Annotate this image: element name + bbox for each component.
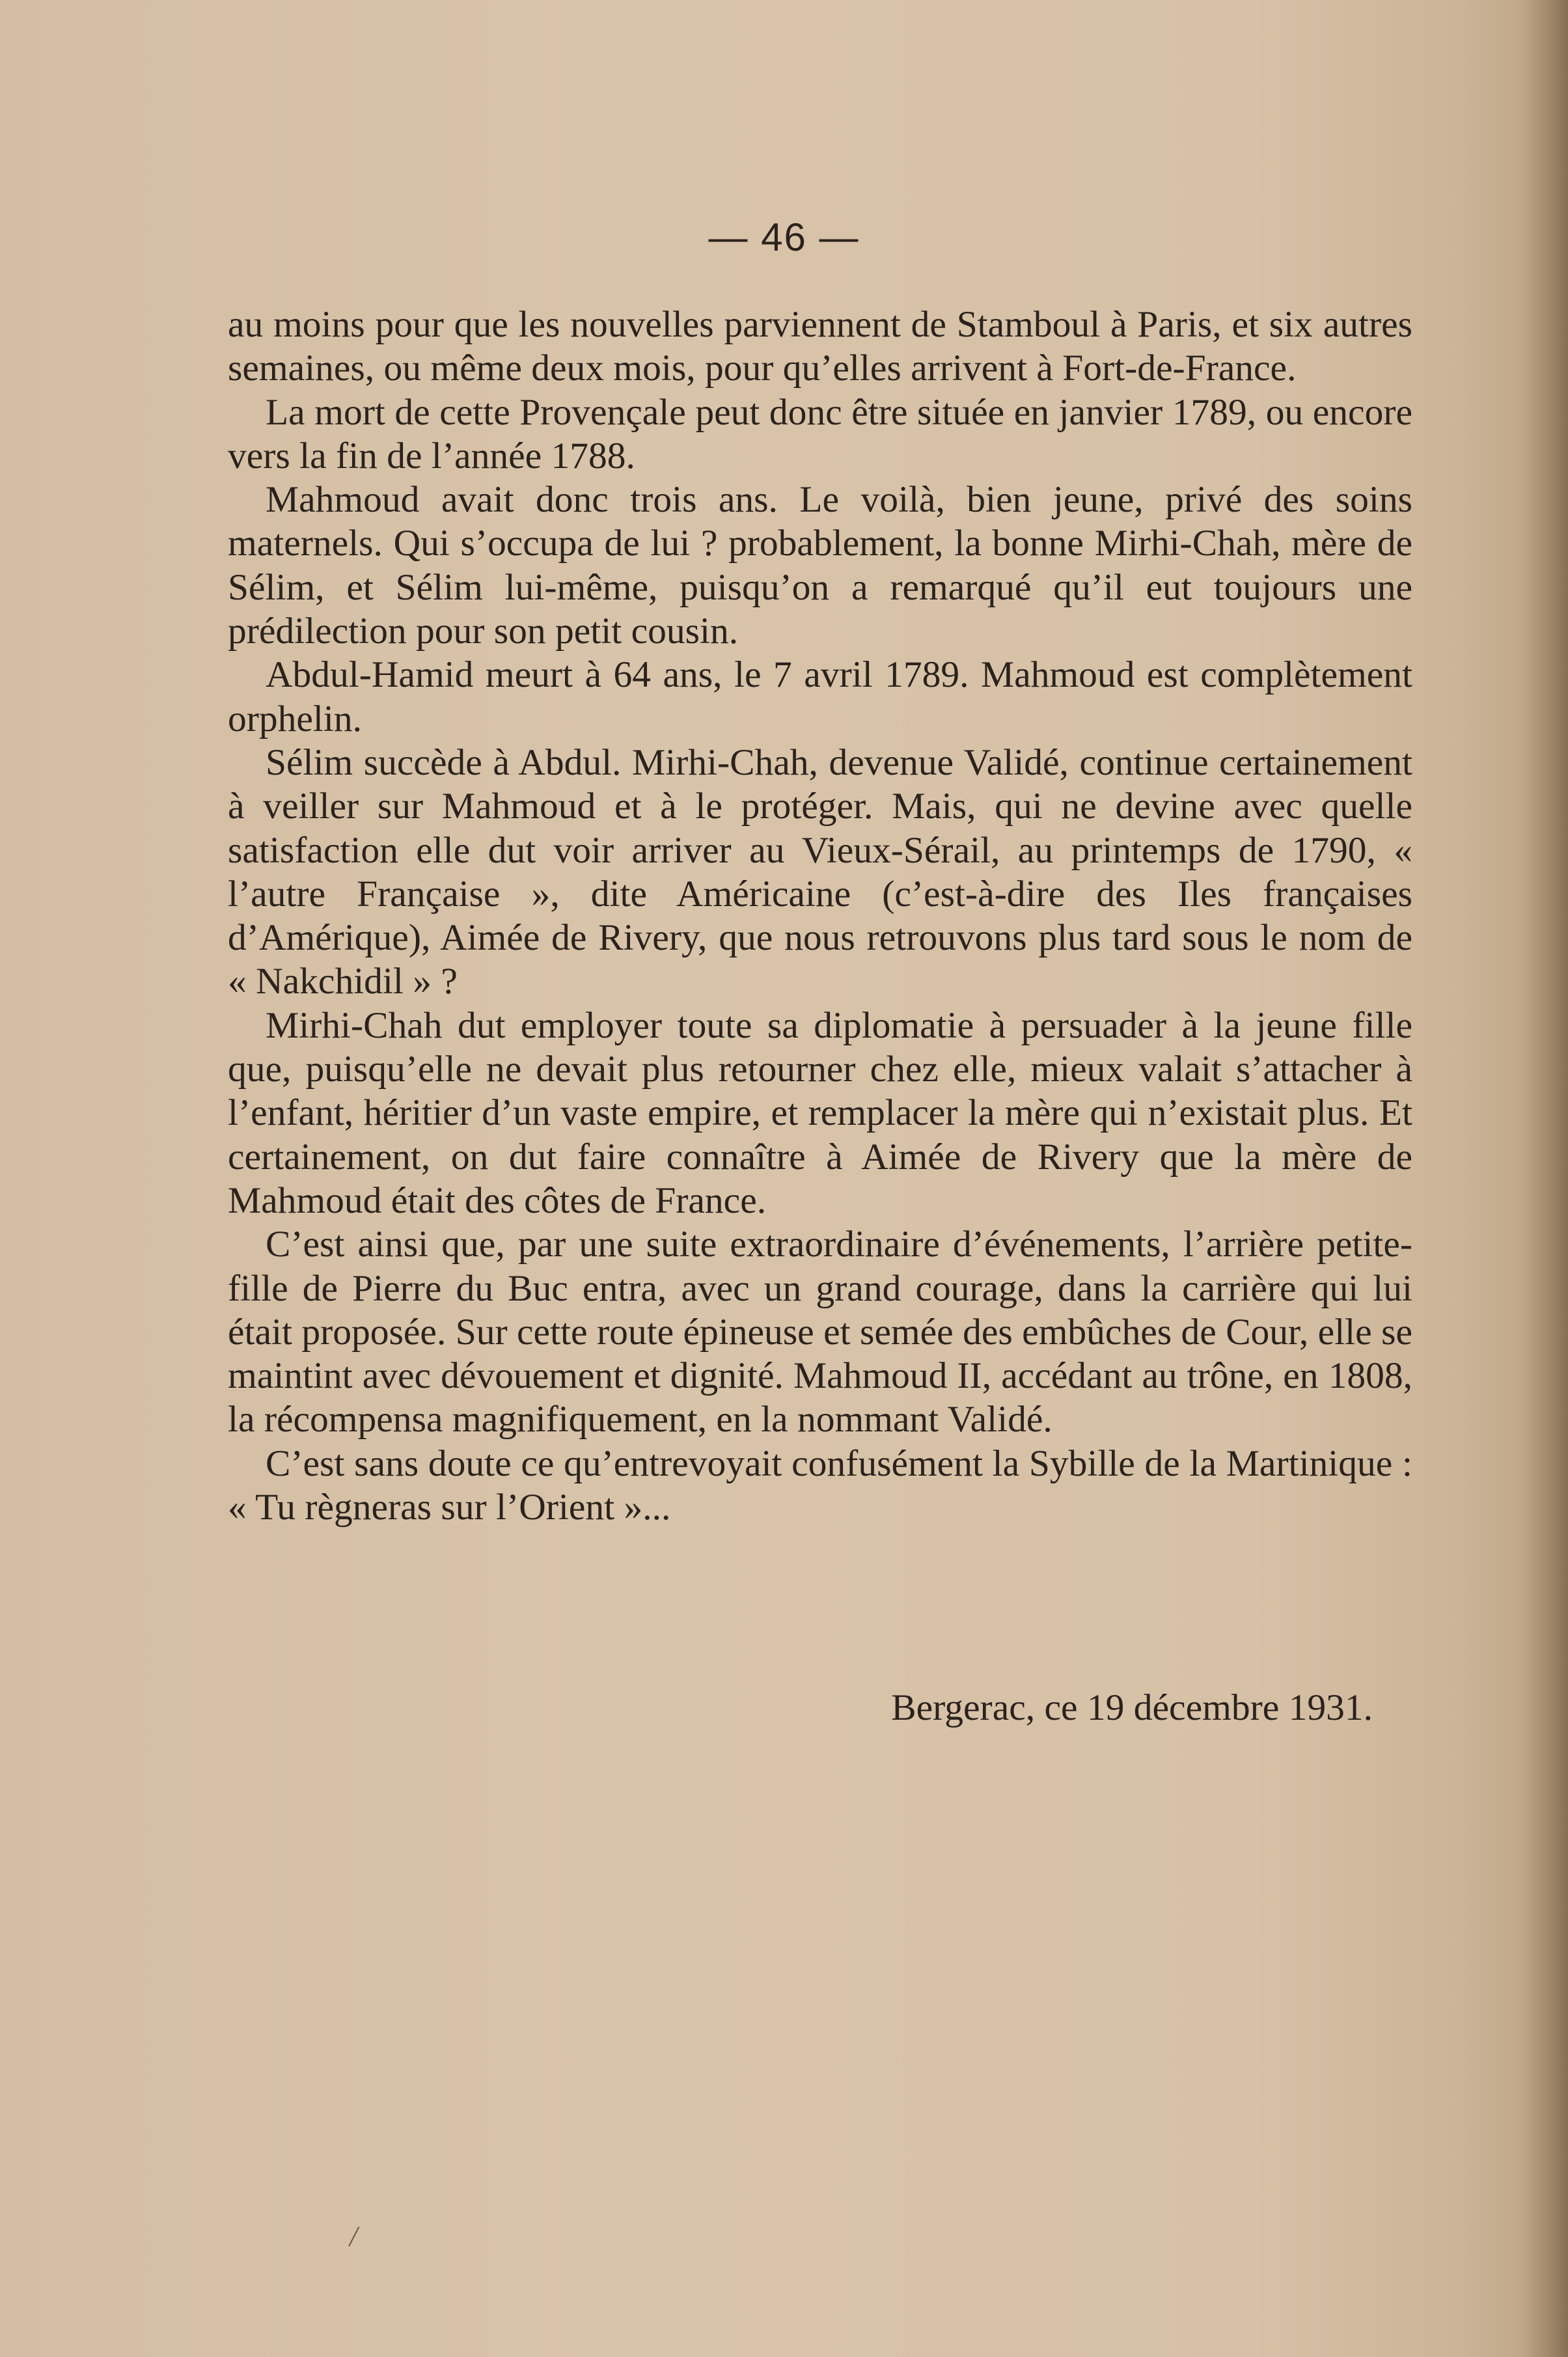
paragraph: C’est sans doute ce qu’entrevoyait confusément la Sybille de la Martinique : « Tu règneras sur l’Orient »... [228, 1442, 1412, 1528]
page-number: — 46 — [708, 215, 860, 259]
paragraph: Sélim succède à Abdul. Mirhi-Chah, devenue Validé, continue certainement à veiller sur Mahmoud et à le protéger. Mais, qui ne devine avec quelle satisfaction elle dut voir arriver au Vieux-Sérail, au printemps de 1790, « l’autre Française », dite Américaine (c’est-à-dire des Iles françaises d’Amérique), Aimée de Rivery, que nous retrouvons plus tard sous le nom de « Nakchidil » ? [228, 741, 1412, 1002]
page-edge-shadow [1522, 0, 1568, 2357]
body-text [228, 303, 1412, 1529]
paragraph: La mort de cette Provençale peut donc être située en janvier 1789, ou encore vers la fin de l’année 1788. [228, 391, 1412, 476]
paragraph: Abdul-Hamid meurt à 64 ans, le 7 avril 1789. Mahmoud est complètement orphelin. [228, 654, 1412, 739]
paragraph: C’est ainsi que, par une suite extraordinaire d’événements, l’arrière petite-fille de Pierre du Buc entra, avec un grand courage, dans la carrière qui lui était proposée. Sur cette route épineuse et semée des embûches de Cour, elle se maintint avec dévouement et dignité. Mahmoud II, accédant au trône, en 1808, la récompensa magnifiquement, en la nommant Validé. [228, 1224, 1412, 1440]
signature-line: Bergerac, ce 19 décembre 1931. [891, 1687, 1373, 1728]
paragraph: Mirhi-Chah dut employer toute sa diplomatie à persuader à la jeune fille que, puisqu’elle ne devait plus retourner chez elle, mieux valait s’attacher à l’enfant, héritier d’un vaste empire, et remplacer la mère qui n’existait plus. Et certainement, on dut faire connaître à Aimée de Rivery que la mère de Mahmoud était des côtes de France. [228, 1004, 1412, 1221]
paragraph: Mahmoud avait donc trois ans. Le voilà, bien jeune, privé des soins maternels. Qui s’occupa de lui ? probablement, la bonne Mirhi-Chah, mère de Sélim, et Sélim lui-même, puisqu’on a remarqué qu’il eut toujours une prédilection pour son petit cousin. [228, 479, 1412, 652]
stray-pencil-mark: / [350, 2220, 358, 2252]
paragraph: au moins pour que les nouvelles parviennent de Stamboul à Paris, et six autres semaines, ou même deux mois, pour qu’elles arrivent à Fort-de-France. [228, 304, 1412, 389]
